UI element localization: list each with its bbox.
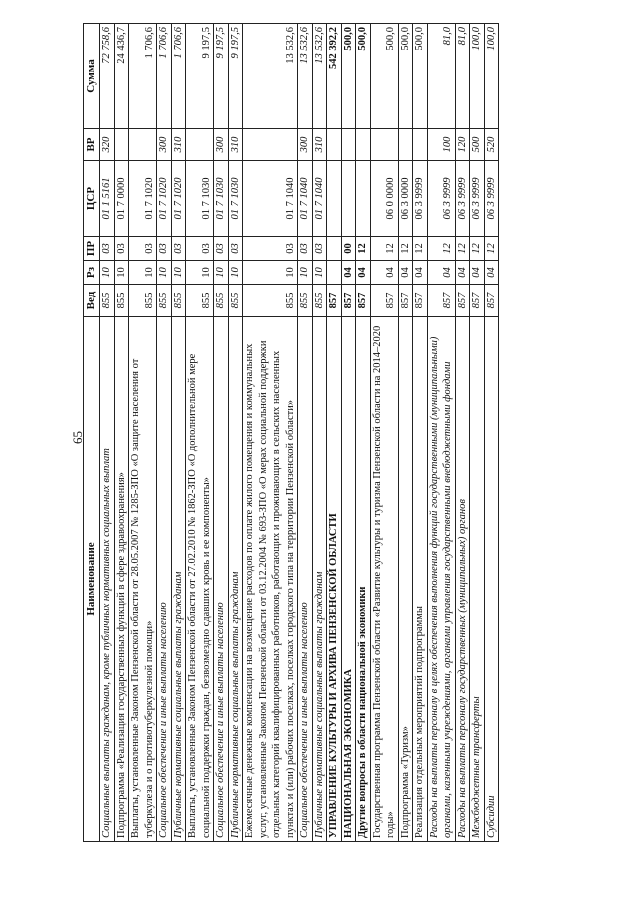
cell-csr: 01 7 1040 [312, 161, 327, 237]
cell-vr: 300 [214, 129, 229, 161]
cell-name: Подпрограмма «Туризм» [398, 317, 413, 842]
cell-pr: 12 [470, 237, 485, 261]
cell-ved: 857 [470, 285, 485, 317]
cell-rz: 10 [228, 261, 243, 285]
table-row [243, 24, 298, 842]
cell-pr: 12 [370, 237, 398, 261]
cell-rz: 10 [312, 261, 327, 285]
cell-rz: 04 [455, 261, 470, 285]
cell-name: Выплаты, установленные Законом Пензенской области от 28.05.2007 № 1285-ЗПО «О защите населения от туберкулеза и о противотуберкулезной помощи» [129, 317, 157, 842]
page-number: 65 [70, 431, 85, 444]
cell-csr: 01 7 1030 [186, 161, 214, 237]
cell-vr: 500 [470, 129, 485, 161]
cell-vr [413, 129, 428, 161]
cell-pr: 00 [341, 237, 356, 261]
cell-sum: 81,0 [427, 24, 455, 129]
cell-name: Субсидии [484, 317, 499, 842]
cell-rz: 10 [214, 261, 229, 285]
table-row [186, 24, 214, 842]
rotated-content [83, 24, 499, 842]
cell-csr: 06 3 9999 [484, 161, 499, 237]
cell-vr [356, 129, 371, 161]
table-row [129, 24, 157, 842]
cell-sum: 1 706,6 [157, 24, 172, 129]
cell-csr: 06 3 9999 [455, 161, 470, 237]
cell-ved: 855 [186, 285, 214, 317]
cell-csr: 06 3 9999 [427, 161, 455, 237]
cell-csr: 06 3 0000 [398, 161, 413, 237]
cell-ved: 857 [398, 285, 413, 317]
cell-csr: 01 1 5161 [100, 161, 115, 237]
cell-vr: 120 [455, 129, 470, 161]
cell-rz [327, 261, 342, 285]
cell-sum: 500,0 [341, 24, 356, 129]
cell-sum: 1 706,6 [171, 24, 186, 129]
table-row [214, 24, 229, 842]
cell-pr: 03 [186, 237, 214, 261]
cell-pr: 12 [484, 237, 499, 261]
cell-name: Государственная программа Пензенской области «Развитие культуры и туризма Пензенской области на 2014–2020 годы» [370, 317, 398, 842]
table-row [413, 24, 428, 842]
cell-ved: 857 [413, 285, 428, 317]
cell-rz: 10 [100, 261, 115, 285]
cell-name: НАЦИОНАЛЬНАЯ ЭКОНОМИКА [341, 317, 356, 842]
cell-vr: 300 [157, 129, 172, 161]
table-row [157, 24, 172, 842]
table-row [427, 24, 455, 842]
cell-rz: 10 [129, 261, 157, 285]
cell-pr: 12 [413, 237, 428, 261]
cell-csr: 01 7 1020 [129, 161, 157, 237]
header-csr: ЦСР [84, 161, 100, 237]
cell-pr: 12 [398, 237, 413, 261]
cell-vr: 100 [427, 129, 455, 161]
cell-pr [327, 237, 342, 261]
cell-ved: 855 [228, 285, 243, 317]
cell-rz: 10 [114, 261, 129, 285]
cell-vr [341, 129, 356, 161]
cell-sum: 500,0 [413, 24, 428, 129]
table-row [100, 24, 115, 842]
cell-name: Социальное обеспечение и иные выплаты населению [298, 317, 313, 842]
header-rz: Рз [84, 261, 100, 285]
cell-ved: 855 [243, 285, 298, 317]
cell-pr: 03 [129, 237, 157, 261]
cell-ved: 857 [427, 285, 455, 317]
cell-pr: 03 [312, 237, 327, 261]
cell-csr: 01 7 1040 [243, 161, 298, 237]
cell-name: Социальное обеспечение и иные выплаты населению [214, 317, 229, 842]
cell-rz: 04 [341, 261, 356, 285]
cell-vr: 310 [312, 129, 327, 161]
cell-vr: 320 [100, 129, 115, 161]
table-row [356, 24, 371, 842]
cell-vr [398, 129, 413, 161]
cell-name: Ежемесячные денежные компенсации на возмещение расходов по оплате жилого помещения и коммунальных услуг, установленные Законом Пензенской области от 03.12.2004 № 693-ЗПО «О мерах социальной поддержки отдельных категорий квалифицированных работников, работающих и проживающих в сельских населенных пунктах и (или) рабочих поселках, поселках городского типа на территории Пензенской области» [243, 317, 298, 842]
cell-sum: 81,0 [455, 24, 470, 129]
cell-csr: 01 7 1030 [214, 161, 229, 237]
table-row [484, 24, 499, 842]
cell-name: Социальные выплаты гражданам, кроме публичных нормативных социальных выплат [100, 317, 115, 842]
cell-sum: 9 197,5 [186, 24, 214, 129]
cell-sum: 1 706,6 [129, 24, 157, 129]
cell-ved: 855 [171, 285, 186, 317]
cell-pr: 03 [171, 237, 186, 261]
cell-ved: 855 [157, 285, 172, 317]
table-row [171, 24, 186, 842]
cell-rz: 04 [356, 261, 371, 285]
cell-ved: 855 [214, 285, 229, 317]
cell-vr [370, 129, 398, 161]
cell-sum: 24 436,7 [114, 24, 129, 129]
cell-rz: 10 [243, 261, 298, 285]
cell-rz: 04 [413, 261, 428, 285]
cell-rz: 10 [157, 261, 172, 285]
cell-ved: 855 [312, 285, 327, 317]
table-row [228, 24, 243, 842]
cell-rz: 04 [470, 261, 485, 285]
cell-sum: 9 197,5 [214, 24, 229, 129]
cell-sum: 500,0 [356, 24, 371, 129]
cell-rz: 04 [427, 261, 455, 285]
table-row [298, 24, 313, 842]
cell-vr: 310 [171, 129, 186, 161]
cell-name: Межбюджетные трансферты [470, 317, 485, 842]
cell-name: Подпрограмма «Реализация государственных функций в сфере здравоохранения» [114, 317, 129, 842]
cell-name: Другие вопросы в области национальной экономики [356, 317, 371, 842]
cell-csr: 01 7 1040 [298, 161, 313, 237]
cell-ved: 855 [129, 285, 157, 317]
cell-name: Социальное обеспечение и иные выплаты населению [157, 317, 172, 842]
cell-ved: 855 [298, 285, 313, 317]
cell-pr: 03 [100, 237, 115, 261]
cell-ved: 857 [327, 285, 342, 317]
cell-vr [114, 129, 129, 161]
cell-sum: 13 532,6 [298, 24, 313, 129]
cell-rz: 04 [398, 261, 413, 285]
cell-sum: 100,0 [470, 24, 485, 129]
cell-name: Реализация отдельных мероприятий подпрограммы [413, 317, 428, 842]
cell-vr: 310 [228, 129, 243, 161]
cell-pr: 03 [298, 237, 313, 261]
cell-rz: 10 [298, 261, 313, 285]
cell-pr: 12 [427, 237, 455, 261]
cell-name: Выплаты, установленные Законом Пензенской области от 27.02.2010 № 1862-ЗПО «О дополнительной мере социальной поддержки граждан, безвозмездно сдавших кровь и ее компоненты» [186, 317, 214, 842]
cell-name: Публичные нормативные социальные выплаты гражданам [171, 317, 186, 842]
cell-name: Публичные нормативные социальные выплаты гражданам [312, 317, 327, 842]
cell-ved: 857 [370, 285, 398, 317]
cell-csr: 01 7 0000 [114, 161, 129, 237]
cell-pr: 03 [157, 237, 172, 261]
cell-csr: 06 0 0000 [370, 161, 398, 237]
cell-vr: 300 [298, 129, 313, 161]
header-sum: Сумма [84, 24, 100, 129]
cell-csr [327, 161, 342, 237]
cell-vr [243, 129, 298, 161]
table-row [341, 24, 356, 842]
cell-csr [356, 161, 371, 237]
cell-name: Расходы на выплаты персоналу государственных (муниципальных) органов [455, 317, 470, 842]
header-row [84, 24, 100, 842]
cell-vr [327, 129, 342, 161]
header-pr: ПР [84, 237, 100, 261]
cell-ved: 857 [356, 285, 371, 317]
cell-csr: 01 7 1020 [157, 161, 172, 237]
cell-vr: 520 [484, 129, 499, 161]
cell-csr: 01 7 1020 [171, 161, 186, 237]
cell-pr: 12 [356, 237, 371, 261]
cell-csr: 01 7 1030 [228, 161, 243, 237]
header-name: Наименование [84, 317, 100, 842]
table-row [455, 24, 470, 842]
cell-pr: 03 [214, 237, 229, 261]
cell-sum: 100,0 [484, 24, 499, 129]
cell-ved: 855 [100, 285, 115, 317]
cell-rz: 04 [484, 261, 499, 285]
table-row [312, 24, 327, 842]
cell-name: Расходы на выплаты персоналу в целях обеспечения выполнения функций государственными (муниципальными) органами, казенными учреждениями, органами управления государственными внебюджетными фондами [427, 317, 455, 842]
cell-ved: 855 [114, 285, 129, 317]
cell-rz: 04 [370, 261, 398, 285]
cell-sum: 13 532,6 [312, 24, 327, 129]
cell-rz: 10 [186, 261, 214, 285]
header-ved: Вед [84, 285, 100, 317]
cell-rz: 10 [171, 261, 186, 285]
cell-sum: 72 758,6 [100, 24, 115, 129]
cell-pr: 03 [228, 237, 243, 261]
cell-pr: 12 [455, 237, 470, 261]
table-row [327, 24, 342, 842]
cell-sum: 500,0 [398, 24, 413, 129]
cell-pr: 03 [114, 237, 129, 261]
header-vr: ВР [84, 129, 100, 161]
cell-csr [341, 161, 356, 237]
table-row [470, 24, 485, 842]
cell-vr [186, 129, 214, 161]
table-row [398, 24, 413, 842]
budget-table [83, 23, 499, 842]
cell-ved: 857 [341, 285, 356, 317]
cell-csr: 06 3 9999 [470, 161, 485, 237]
table-body [100, 24, 499, 842]
cell-sum: 500,0 [370, 24, 398, 129]
table-row [370, 24, 398, 842]
cell-vr [129, 129, 157, 161]
cell-pr: 03 [243, 237, 298, 261]
cell-csr: 06 3 9999 [413, 161, 428, 237]
table-row [114, 24, 129, 842]
cell-name: Публичные нормативные социальные выплаты гражданам [228, 317, 243, 842]
cell-sum: 9 197,5 [228, 24, 243, 129]
cell-sum: 13 532,6 [243, 24, 298, 129]
cell-ved: 857 [484, 285, 499, 317]
cell-ved: 857 [455, 285, 470, 317]
cell-sum: 542 392,2 [327, 24, 342, 129]
cell-name: УПРАВЛЕНИЕ КУЛЬТУРЫ И АРХИВА ПЕНЗЕНСКОЙ ОБЛАСТИ [327, 317, 342, 842]
